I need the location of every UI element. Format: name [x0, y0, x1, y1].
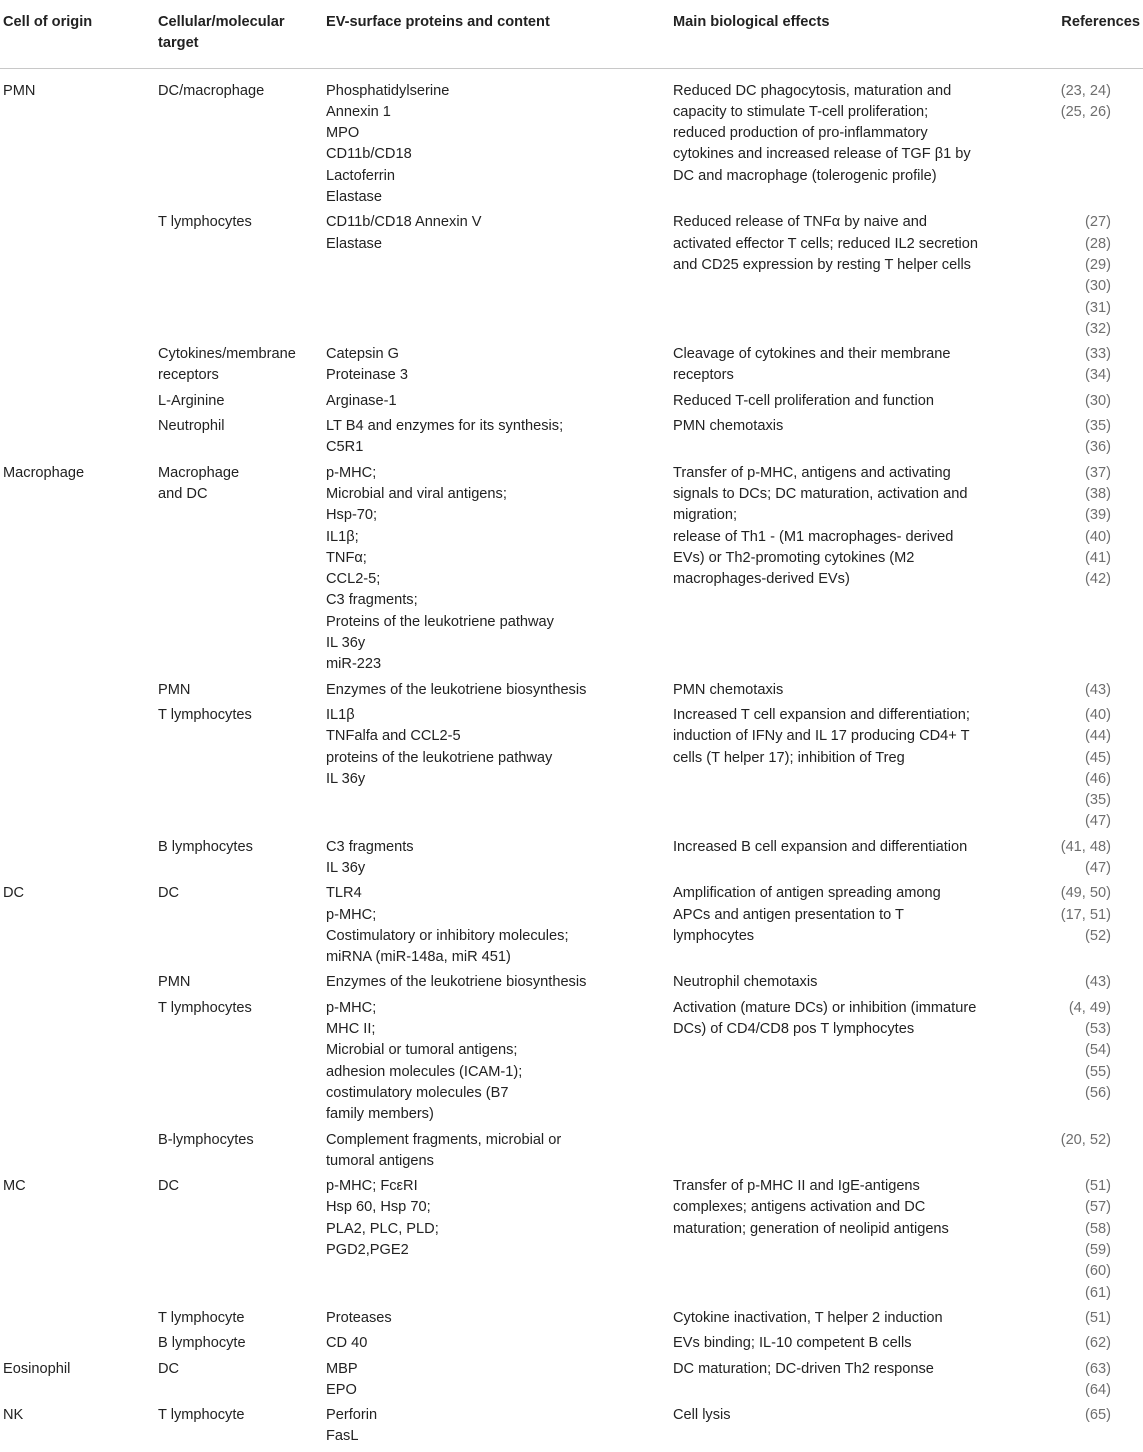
reference-line: (43) [1085, 681, 1111, 698]
cell-references [1007, 344, 1143, 391]
target-line: DC/macrophage [158, 82, 265, 99]
cell-effects [669, 463, 1007, 680]
effects-line: Activation (mature DCs) or inhibition (immature [673, 999, 977, 1016]
reference-line: (30) [1085, 278, 1111, 295]
effects-line: PMN chemotaxis [673, 681, 784, 698]
content-line: Microbial or tumoral antigens; [326, 1042, 518, 1059]
table-row [0, 680, 1143, 705]
reference-line: (25, 26) [1060, 103, 1111, 120]
cell-content [322, 463, 669, 680]
content-line: CD11b/CD18 [326, 146, 412, 163]
cell-effects [669, 212, 1007, 344]
cell-references [1007, 416, 1143, 463]
table-row [0, 391, 1143, 416]
content-line: Proteinase 3 [326, 367, 408, 384]
reference-line: (55) [1085, 1063, 1111, 1080]
origin-text: Macrophage [3, 464, 85, 481]
content-line: LT B4 and enzymes for its synthesis; [326, 418, 564, 435]
target-line: T lymphocytes [158, 706, 252, 723]
cell-references [1007, 1130, 1143, 1177]
cell-references [1007, 705, 1143, 837]
effects-line: maturation; generation of neolipid antigens [673, 1220, 949, 1237]
header-row [0, 0, 1143, 68]
content-line: MHC II; [326, 1021, 376, 1038]
content-line: p-MHC; [326, 906, 377, 923]
reference-line: (37) [1085, 464, 1111, 481]
content-line: p-MHC; [326, 464, 377, 481]
cell-origin [0, 998, 154, 1130]
effects-line: reduced production of pro-inflammatory [673, 125, 928, 142]
effects-line: EVs) or Th2-promoting cytokines (M2 [673, 549, 915, 566]
cell-effects [669, 705, 1007, 837]
header-cell-target [154, 0, 322, 68]
cell-effects [669, 68, 1007, 212]
effects-line: Transfer of p-MHC II and IgE-antigens [673, 1178, 920, 1195]
cell-effects [669, 1359, 1007, 1406]
effects-line: release of Th1 - (M1 macrophages- derived [673, 528, 954, 545]
table-row [0, 212, 1143, 344]
table-row [0, 837, 1143, 884]
reference-line: (4, 49) [1068, 999, 1111, 1016]
table-row [0, 416, 1143, 463]
reference-line: (60) [1085, 1263, 1111, 1280]
reference-line: (58) [1085, 1220, 1111, 1237]
content-line: Complement fragments, microbial or [326, 1131, 562, 1148]
content-line: TNFalfa and CCL2-5 [326, 728, 461, 745]
cell-origin [0, 680, 154, 705]
cell-target [154, 463, 322, 680]
cell-effects [669, 1405, 1007, 1452]
reference-line: (53) [1085, 1021, 1111, 1038]
cell-effects [669, 1130, 1007, 1177]
reference-line: (47) [1085, 813, 1111, 830]
cell-content [322, 212, 669, 344]
cell-references [1007, 212, 1143, 344]
cell-target [154, 1405, 322, 1452]
reference-line: (36) [1085, 439, 1111, 456]
content-line: Enzymes of the leukotriene biosynthesis [326, 681, 587, 698]
target-line: T lymphocyte [158, 1309, 245, 1326]
cell-effects [669, 416, 1007, 463]
target-line: L-Arginine [158, 392, 225, 409]
cell-origin [0, 1333, 154, 1358]
cell-origin [0, 837, 154, 884]
content-line: Perforin [326, 1407, 378, 1424]
content-line: PLA2, PLC, PLD; [326, 1220, 439, 1237]
content-line: p-MHC; [326, 999, 377, 1016]
header-cell-effects: Main biological effects [669, 0, 1007, 68]
cell-content [322, 883, 669, 972]
content-line: Elastase [326, 235, 382, 252]
cell-target [154, 391, 322, 416]
cell-origin [0, 1359, 154, 1406]
cell-target [154, 883, 322, 972]
reference-line: (39) [1085, 507, 1111, 524]
reference-line: (45) [1085, 749, 1111, 766]
content-line: Microbial and viral antigens; [326, 485, 507, 502]
reference-line: (51) [1085, 1309, 1111, 1326]
effects-line: receptors [673, 367, 734, 384]
cell-content [322, 972, 669, 997]
reference-line: (64) [1085, 1381, 1111, 1398]
content-line: costimulatory molecules (B7 [326, 1084, 509, 1101]
target-line: T lymphocytes [158, 214, 252, 231]
cell-references [1007, 1359, 1143, 1406]
effects-line: macrophages-derived EVs) [673, 571, 850, 588]
table-row [0, 1176, 1143, 1308]
reference-line: (29) [1085, 256, 1111, 273]
cell-effects [669, 344, 1007, 391]
content-line: proteins of the leukotriene pathway [326, 749, 553, 766]
effects-line: induction of IFNy and IL 17 producing CD4+ T [673, 728, 970, 745]
content-line: CCL2-5; [326, 571, 381, 588]
effects-line: cytokines and increased release of TGF β1 by [673, 146, 971, 163]
origin-text: PMN [3, 82, 36, 99]
reference-line: (30) [1085, 392, 1111, 409]
cell-content [322, 344, 669, 391]
cell-content [322, 837, 669, 884]
header-target-label: Cellular/molecular target [158, 14, 285, 52]
content-line: Hsp 60, Hsp 70; [326, 1199, 431, 1216]
cell-references [1007, 391, 1143, 416]
cell-references [1007, 68, 1143, 212]
reference-line: (49, 50) [1060, 885, 1111, 902]
content-line: miR-223 [326, 656, 382, 673]
reference-line: (41) [1085, 549, 1111, 566]
target-line: T lymphocytes [158, 999, 252, 1016]
reference-line: (56) [1085, 1084, 1111, 1101]
effects-line: Reduced release of TNFα by naive and [673, 214, 927, 231]
content-line: C5R1 [326, 439, 364, 456]
cell-target [154, 680, 322, 705]
target-line: PMN [158, 681, 191, 698]
effects-line: Cell lysis [673, 1407, 731, 1424]
cell-references [1007, 680, 1143, 705]
cell-effects [669, 1308, 1007, 1333]
reference-line: (32) [1085, 320, 1111, 337]
reference-line: (40) [1085, 706, 1111, 723]
cell-effects [669, 1333, 1007, 1358]
reference-line: (54) [1085, 1042, 1111, 1059]
cell-effects [669, 883, 1007, 972]
cell-origin [0, 705, 154, 837]
cell-content [322, 1176, 669, 1308]
content-line: CD 40 [326, 1335, 368, 1352]
target-line: B lymphocyte [158, 1335, 246, 1352]
header-cell-content: EV-surface proteins and content [322, 0, 669, 68]
origin-text: DC [3, 885, 25, 902]
reference-line: (42) [1085, 571, 1111, 588]
effects-line: Neutrophil chemotaxis [673, 974, 818, 991]
table-row [0, 972, 1143, 997]
reference-line: (23, 24) [1060, 82, 1111, 99]
content-line: Catepsin G [326, 346, 400, 363]
cell-target [154, 705, 322, 837]
cell-references [1007, 1308, 1143, 1333]
table-row [0, 344, 1143, 391]
table-row [0, 1405, 1143, 1452]
cell-target [154, 68, 322, 212]
cell-references [1007, 837, 1143, 884]
cell-references [1007, 883, 1143, 972]
reference-line: (40) [1085, 528, 1111, 545]
content-line: Enzymes of the leukotriene biosynthesis [326, 974, 587, 991]
content-line: adhesion molecules (ICAM-1); [326, 1063, 523, 1080]
cell-target [154, 972, 322, 997]
content-line: Proteins of the leukotriene pathway [326, 613, 554, 630]
target-line: T lymphocyte [158, 1407, 245, 1424]
reference-line: (27) [1085, 214, 1111, 231]
cell-origin [0, 212, 154, 344]
table-row [0, 1333, 1143, 1358]
cell-content [322, 680, 669, 705]
effects-line: cells (T helper 17); inhibition of Treg [673, 749, 905, 766]
reference-line: (44) [1085, 728, 1111, 745]
content-line: Lactoferrin [326, 167, 395, 184]
cell-origin [0, 1130, 154, 1177]
reference-line: (17, 51) [1060, 906, 1111, 923]
content-line: Costimulatory or inhibitory molecules; [326, 927, 569, 944]
cell-target [154, 998, 322, 1130]
cell-content [322, 705, 669, 837]
target-line: DC [158, 1178, 180, 1195]
reference-line: (61) [1085, 1284, 1111, 1301]
effects-line: DCs) of CD4/CD8 pos T lymphocytes [673, 1021, 915, 1038]
effects-line: EVs binding; IL-10 competent B cells [673, 1335, 912, 1352]
content-line: IL1β [326, 706, 355, 723]
cell-origin [0, 972, 154, 997]
cell-origin [0, 1308, 154, 1333]
content-line: TNFα; [326, 549, 367, 566]
target-line: DC [158, 885, 180, 902]
reference-line: (51) [1085, 1178, 1111, 1195]
cell-origin [0, 463, 154, 680]
effects-line: Amplification of antigen spreading among [673, 885, 941, 902]
content-line: Annexin 1 [326, 103, 391, 120]
content-line: C3 fragments [326, 838, 414, 855]
cell-references [1007, 463, 1143, 680]
header-cell-references: References [1007, 0, 1143, 68]
content-line: MBP [326, 1360, 358, 1377]
effects-line: capacity to stimulate T-cell proliferation; [673, 103, 929, 120]
effects-line: signals to DCs; DC maturation, activation and [673, 485, 968, 502]
header-cell-origin: Cell of origin [0, 0, 154, 68]
content-line: PGD2,PGE2 [326, 1242, 409, 1259]
cell-target [154, 1308, 322, 1333]
cell-content [322, 391, 669, 416]
cell-references [1007, 972, 1143, 997]
cell-effects [669, 1176, 1007, 1308]
table-row [0, 463, 1143, 680]
table-row [0, 998, 1143, 1130]
effects-line: Increased B cell expansion and differentiation [673, 838, 968, 855]
reference-line: (20, 52) [1060, 1131, 1111, 1148]
cell-target [154, 1359, 322, 1406]
cell-target [154, 1176, 322, 1308]
target-line: DC [158, 1360, 180, 1377]
cell-origin [0, 68, 154, 212]
effects-line: Increased T cell expansion and differentiation; [673, 706, 970, 723]
target-line: Cytokines/membrane [158, 346, 296, 363]
target-line: B-lymphocytes [158, 1131, 254, 1148]
reference-line: (62) [1085, 1335, 1111, 1352]
cell-content [322, 68, 669, 212]
reference-line: (28) [1085, 235, 1111, 252]
reference-line: (35) [1085, 418, 1111, 435]
reference-line: (47) [1085, 859, 1111, 876]
cell-references [1007, 1176, 1143, 1308]
cell-content [322, 1308, 669, 1333]
reference-line: (41, 48) [1060, 838, 1111, 855]
origin-text: MC [3, 1178, 26, 1195]
cell-references [1007, 998, 1143, 1130]
cell-origin [0, 391, 154, 416]
cell-effects [669, 998, 1007, 1130]
reference-line: (35) [1085, 792, 1111, 809]
effects-line: migration; [673, 507, 738, 524]
reference-line: (52) [1085, 927, 1111, 944]
cell-references [1007, 1333, 1143, 1358]
content-line: CD11b/CD18 Annexin V [326, 214, 482, 231]
content-line: IL 36y [326, 770, 366, 787]
cell-effects [669, 972, 1007, 997]
content-line: FasL [326, 1428, 359, 1445]
effects-line: and CD25 expression by resting T helper cells [673, 256, 971, 273]
cell-effects [669, 837, 1007, 884]
content-line: Arginase-1 [326, 392, 397, 409]
cell-target [154, 212, 322, 344]
content-line: EPO [326, 1381, 357, 1398]
content-line: TLR4 [326, 885, 362, 902]
cell-origin [0, 1405, 154, 1452]
effects-line: Cytokine inactivation, T helper 2 induction [673, 1309, 943, 1326]
target-line: receptors [158, 367, 219, 384]
content-line: Proteases [326, 1309, 392, 1326]
effects-line: Reduced T-cell proliferation and function [673, 392, 934, 409]
content-line: Elastase [326, 189, 382, 206]
content-line: Hsp-70; [326, 507, 378, 524]
cell-target [154, 344, 322, 391]
cell-origin [0, 883, 154, 972]
target-line: PMN [158, 974, 191, 991]
cell-content [322, 1130, 669, 1177]
content-line: IL 36y [326, 859, 366, 876]
target-line: B lymphocytes [158, 838, 253, 855]
table-row [0, 883, 1143, 972]
reference-line: (46) [1085, 770, 1111, 787]
content-line: Phosphatidylserine [326, 82, 450, 99]
cell-origin [0, 1176, 154, 1308]
content-line: miRNA (miR-148a, miR 451) [326, 949, 511, 966]
content-line: tumoral antigens [326, 1152, 434, 1169]
target-line: and DC [158, 485, 208, 502]
cell-content [322, 1359, 669, 1406]
effects-line: Reduced DC phagocytosis, maturation and [673, 82, 952, 99]
effects-line: APCs and antigen presentation to T [673, 906, 904, 923]
reference-line: (33) [1085, 346, 1111, 363]
cell-content [322, 1333, 669, 1358]
cell-references [1007, 1405, 1143, 1452]
effects-line: DC maturation; DC-driven Th2 response [673, 1360, 934, 1377]
cell-content [322, 416, 669, 463]
effects-line: lymphocytes [673, 927, 755, 944]
content-line: MPO [326, 125, 360, 142]
content-line: IL1β; [326, 528, 359, 545]
cell-origin [0, 416, 154, 463]
reference-line: (43) [1085, 974, 1111, 991]
target-line: Macrophage [158, 464, 240, 481]
cell-content [322, 1405, 669, 1452]
effects-line: Cleavage of cytokines and their membrane [673, 346, 951, 363]
reference-line: (65) [1085, 1407, 1111, 1424]
reference-line: (63) [1085, 1360, 1111, 1377]
effects-line: DC and macrophage (tolerogenic profile) [673, 167, 937, 184]
cell-target [154, 1130, 322, 1177]
reference-line: (59) [1085, 1242, 1111, 1259]
table-row [0, 1359, 1143, 1406]
table-row [0, 1130, 1143, 1177]
table-row [0, 1308, 1143, 1333]
table-row [0, 705, 1143, 837]
content-line: IL 36y [326, 635, 366, 652]
table-row [0, 68, 1143, 212]
reference-line: (57) [1085, 1199, 1111, 1216]
effects-line: Transfer of p-MHC, antigens and activating [673, 464, 951, 481]
reference-line: (38) [1085, 485, 1111, 502]
effects-line: complexes; antigens activation and DC [673, 1199, 926, 1216]
cell-target [154, 1333, 322, 1358]
cell-effects [669, 391, 1007, 416]
cell-content [322, 998, 669, 1130]
origin-text: NK [3, 1407, 24, 1424]
reference-line: (34) [1085, 367, 1111, 384]
cell-target [154, 416, 322, 463]
reference-line: (31) [1085, 299, 1111, 316]
content-line: C3 fragments; [326, 592, 418, 609]
target-line: Neutrophil [158, 418, 225, 435]
content-line: family members) [326, 1106, 434, 1123]
effects-line: PMN chemotaxis [673, 418, 784, 435]
cell-origin [0, 344, 154, 391]
content-line: p-MHC; FcεRI [326, 1178, 418, 1195]
cell-target [154, 837, 322, 884]
origin-text: Eosinophil [3, 1360, 71, 1377]
effects-line: activated effector T cells; reduced IL2 secretion [673, 235, 979, 252]
cell-effects [669, 680, 1007, 705]
